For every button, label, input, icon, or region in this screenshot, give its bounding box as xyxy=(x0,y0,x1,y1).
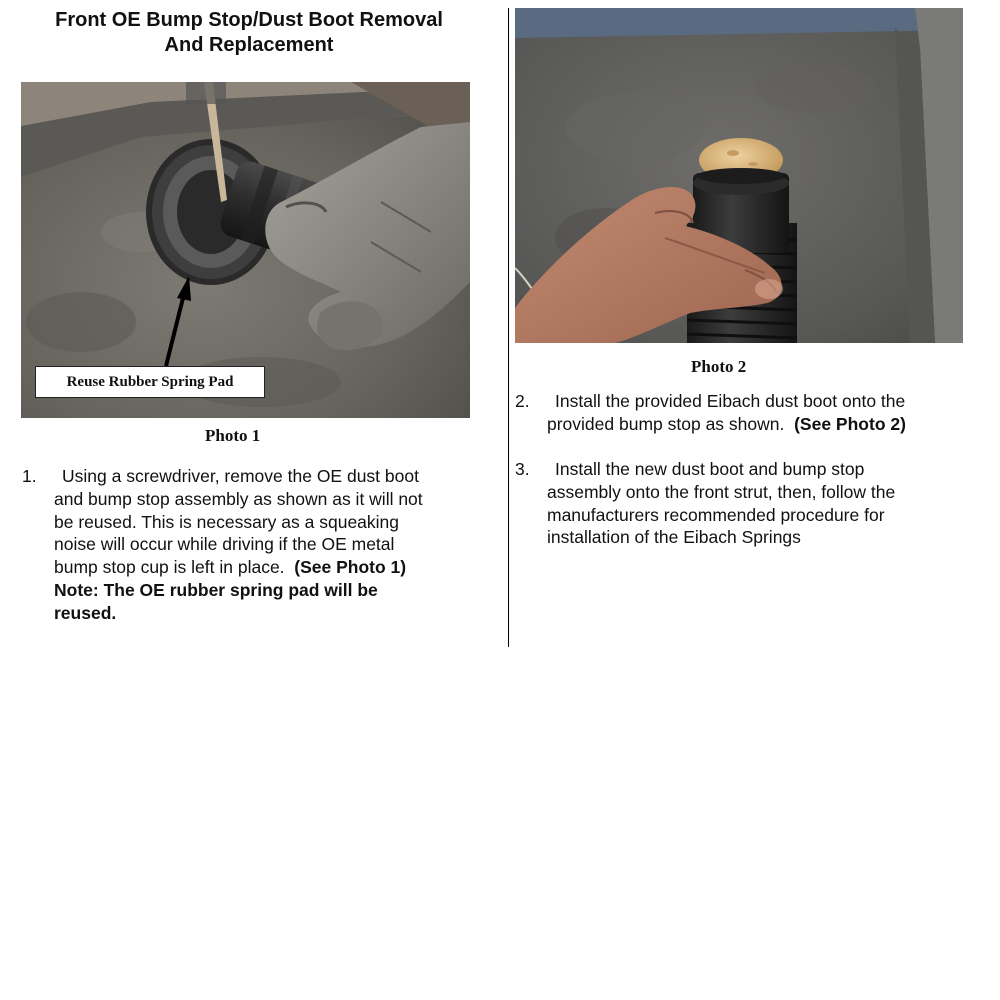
callout-label: Reuse Rubber Spring Pad xyxy=(35,366,265,398)
step-line-with-reference xyxy=(547,413,906,436)
step-line: Using a screwdriver, remove the OE dust boot xyxy=(62,466,419,486)
step-line: bump stop cup is left in place. xyxy=(54,557,285,578)
step-number: 2. xyxy=(515,391,530,411)
step-line: manufacturers recommended procedure for xyxy=(547,504,885,525)
photo-reference: (See Photo 1) xyxy=(294,557,407,578)
step-1 xyxy=(22,465,492,630)
step-line: provided bump stop as shown. xyxy=(547,413,785,434)
page-title xyxy=(20,8,478,58)
step-body xyxy=(547,458,895,549)
photo-2 xyxy=(515,8,963,343)
photo-1-caption: Photo 1 xyxy=(205,426,261,445)
note-line: reused. xyxy=(54,602,117,623)
step-body xyxy=(547,390,906,436)
photo-reference: (See Photo 2) xyxy=(794,413,906,434)
step-line: installation of the Eibach Springs xyxy=(547,527,801,548)
photo-2-caption: Photo 2 xyxy=(691,357,747,376)
step-line: be reused. This is necessary as a squeaking xyxy=(54,511,400,532)
title-line-2: And Replacement xyxy=(164,34,334,56)
step-line: assembly onto the front strut, then, follow the xyxy=(547,481,896,502)
step-line: noise will occur while driving if the OE metal xyxy=(54,534,395,555)
step-number: 3. xyxy=(515,459,530,479)
step-line: Install the new dust boot and bump stop xyxy=(555,459,865,479)
photo-2-image xyxy=(515,8,963,343)
note-line: Note: The OE rubber spring pad will be xyxy=(54,579,378,600)
step-line: Install the provided Eibach dust boot onto the xyxy=(555,391,906,411)
step-body xyxy=(54,465,423,625)
column-divider xyxy=(508,8,509,647)
step-line-with-reference xyxy=(54,556,423,579)
step-2 xyxy=(515,390,985,440)
step-number: 1. xyxy=(22,466,37,486)
step-line: and bump stop assembly as shown as it will not xyxy=(54,488,423,509)
title-line-1: Front OE Bump Stop/Dust Boot Removal xyxy=(55,9,443,31)
step-3 xyxy=(515,458,985,553)
